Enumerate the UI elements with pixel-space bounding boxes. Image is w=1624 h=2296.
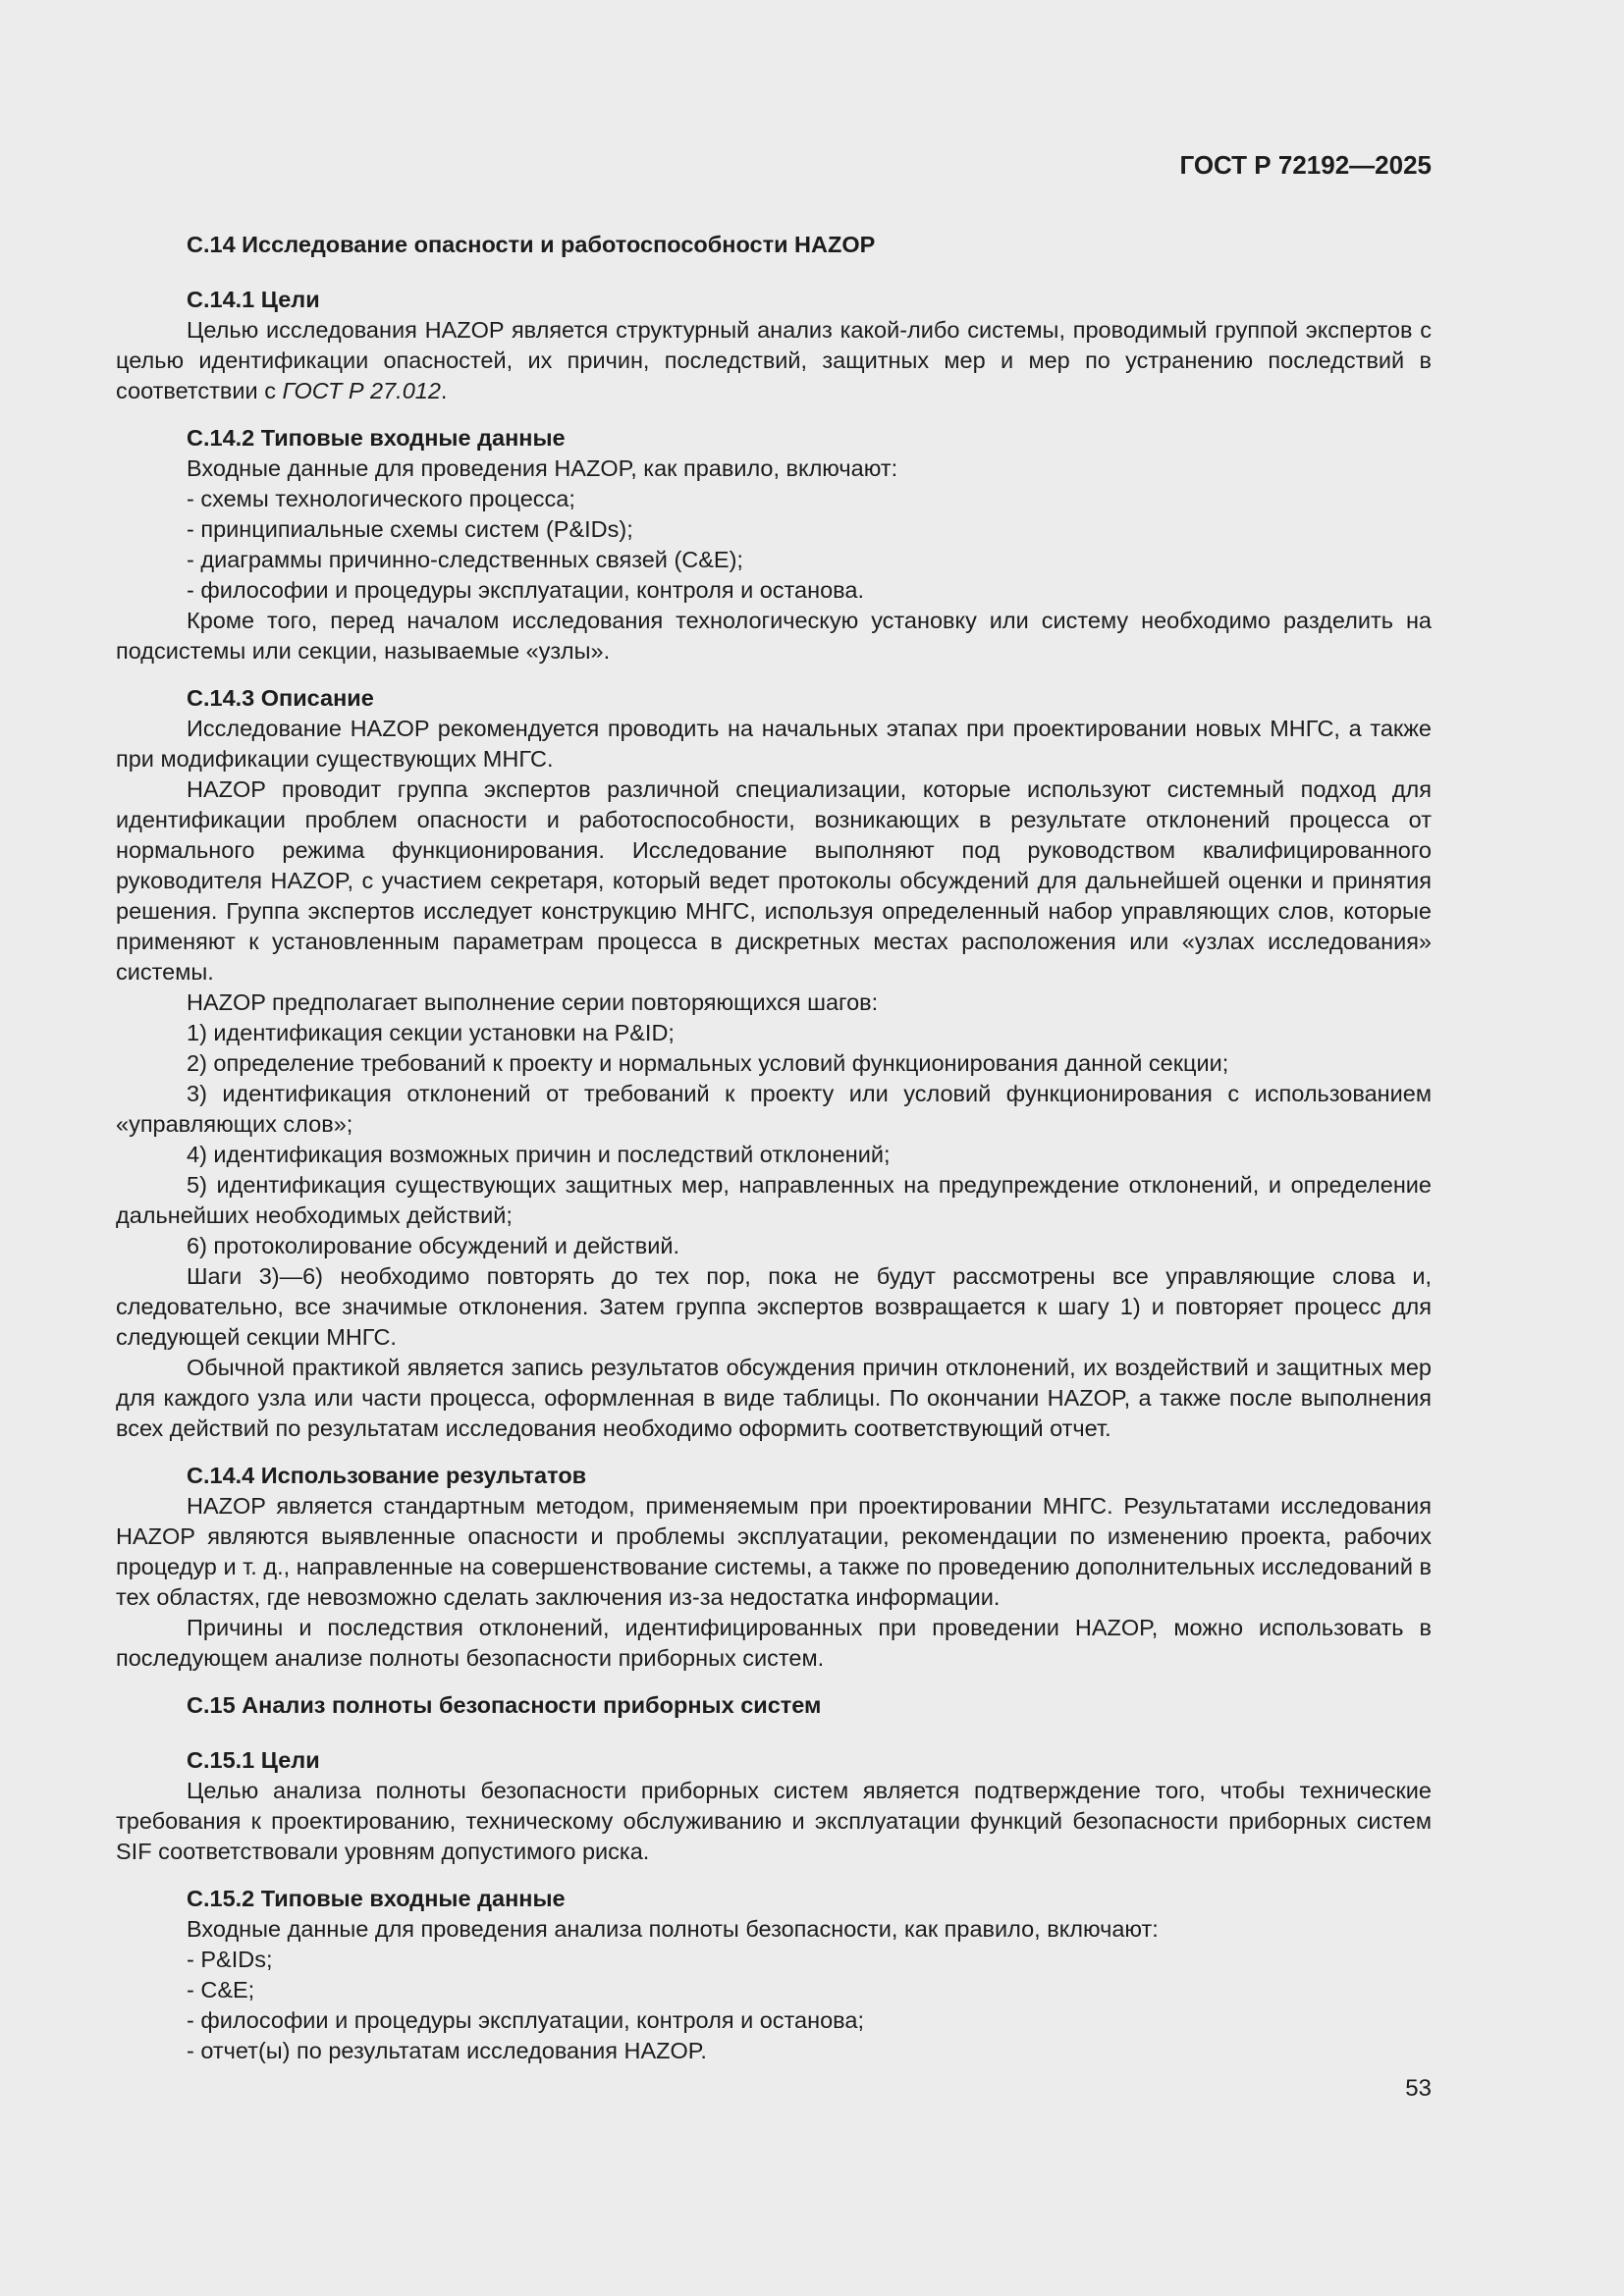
list-item: - философии и процедуры эксплуатации, контроля и останова. — [187, 577, 864, 603]
paragraph: Шаги 3)—6) необходимо повторять до тех пор, пока не будут рассмотрены все управляющие слова и, следовательно, все значимые отклонения. Затем группа экспертов возвращается к шагу 1) и повторяет процесс для следующей секции МНГС. — [116, 1263, 1432, 1350]
section-c14-2-title: С.14.2 Типовые входные данные — [187, 425, 566, 451]
section-c15-2-title: С.15.2 Типовые входные данные — [187, 1886, 566, 1911]
paragraph: HAZOP проводит группа экспертов различной специализации, которые используют системный подход для идентификации проблем опасности и работоспособности, возникающих в результате отклонений процесса от нормального режима функционирования. Исследование выполняют под руководством квалифицированного руководителя HAZOP, с участием секретаря, который ведет протоколы обсуждений для дальнейшей оценки и принятия решения. Группа экспертов исследует конструкцию МНГС, используя определенный набор управляющих слов, которые применяют к установленным параметрам процесса в дискретных местах расположения или «узлах исследования» системы. — [116, 776, 1432, 985]
paragraph: Обычной практикой является запись результатов обсуждения причин отклонений, их воздействий и защитных мер для каждого узла или части процесса, оформленная в виде таблицы. По окончании HAZOP, а также после выполнения всех действий по результатам исследования необходимо оформить соответствующий отчет. — [116, 1355, 1432, 1441]
section-c14-4 — [116, 1461, 1432, 1674]
paragraph: HAZOP предполагает выполнение серии повторяющихся шагов: — [187, 989, 879, 1015]
section-c14-4-title: С.14.4 Использование результатов — [187, 1463, 587, 1488]
page-number: 53 — [1405, 2075, 1432, 2102]
standard-reference: ГОСТ Р 27.012 — [282, 378, 441, 403]
section-c14-3 — [116, 683, 1432, 1444]
section-c14-1 — [116, 285, 1432, 406]
paragraph: Причины и последствия отклонений, идентифицированных при проведении HAZOP, можно использовать в последующем анализе полноты безопасности приборных систем. — [116, 1615, 1432, 1671]
paragraph: Входные данные для проведения HAZOP, как правило, включают: — [187, 455, 898, 481]
section-c15-2 — [116, 1884, 1432, 2066]
paragraph: Целью исследования HAZOP является структурный анализ какой-либо системы, проводимый группой экспертов с целью идентификации опасностей, их причин, последствий, защитных мер и мер по устранению последствий в соответствии с ГОСТ Р 27.012. — [116, 317, 1432, 403]
section-c14-title: С.14 Исследование опасности и работоспособности HAZOP — [187, 232, 876, 257]
section-c14-3-title: С.14.3 Описание — [187, 685, 374, 711]
paragraph: Кроме того, перед началом исследования технологическую установку или систему необходимо разделить на подсистемы или секции, называемые «узлы». — [116, 608, 1432, 664]
list-item: - диаграммы причинно-следственных связей (C&E); — [187, 547, 743, 572]
list-item: 5) идентификация существующих защитных мер, направленных на предупреждение отклонений, и определение дальнейших необходимых действий; — [116, 1172, 1432, 1228]
list-item: - отчет(ы) по результатам исследования HAZOP. — [187, 2038, 707, 2063]
list-item: - философии и процедуры эксплуатации, контроля и останова; — [187, 2007, 864, 2033]
section-c15-1-title: С.15.1 Цели — [187, 1747, 320, 1773]
paragraph: Входные данные для проведения анализа полноты безопасности, как правило, включают: — [187, 1916, 1159, 1942]
section-c14-1-title: С.14.1 Цели — [187, 287, 320, 312]
section-c15-1 — [116, 1745, 1432, 1867]
paragraph: Целью анализа полноты безопасности приборных систем является подтверждение того, чтобы технические требования к проектированию, техническому обслуживанию и эксплуатации функций безопасности приборных систем SIF соответствовали уровням допустимого риска. — [116, 1778, 1432, 1864]
list-item: - принципиальные схемы систем (P&IDs); — [187, 516, 633, 542]
section-c14-2 — [116, 423, 1432, 667]
paragraph: HAZOP является стандартным методом, применяемым при проектировании МНГС. Результатами исследования HAZOP являются выявленные опасности и проблемы эксплуатации, рекомендации по изменению проекта, рабочих процедур и т. д., направленные на совершенствование системы, а также по проведению дополнительных исследований в тех областях, где невозможно сделать заключения из-за недостатка информации. — [116, 1493, 1432, 1610]
list-item: 2) определение требований к проекту и нормальных условий функционирования данной секции; — [187, 1050, 1229, 1076]
list-item: - схемы технологического процесса; — [187, 486, 575, 511]
list-item: - P&IDs; — [187, 1947, 273, 1972]
list-item: 4) идентификация возможных причин и последствий отклонений; — [187, 1142, 891, 1167]
list-item: 3) идентификация отклонений от требований к проекту или условий функционирования с использованием «управляющих слов»; — [116, 1081, 1432, 1137]
section-c15-title: С.15 Анализ полноты безопасности приборных систем — [187, 1692, 822, 1718]
document-code: ГОСТ Р 72192—2025 — [1179, 150, 1432, 180]
list-item: - C&E; — [187, 1977, 255, 2002]
list-item: 6) протоколирование обсуждений и действий. — [187, 1233, 680, 1258]
paragraph: Исследование HAZOP рекомендуется проводить на начальных этапах при проектировании новых МНГС, а также при модификации существующих МНГС. — [116, 716, 1432, 772]
list-item: 1) идентификация секции установки на P&ID; — [187, 1020, 675, 1045]
